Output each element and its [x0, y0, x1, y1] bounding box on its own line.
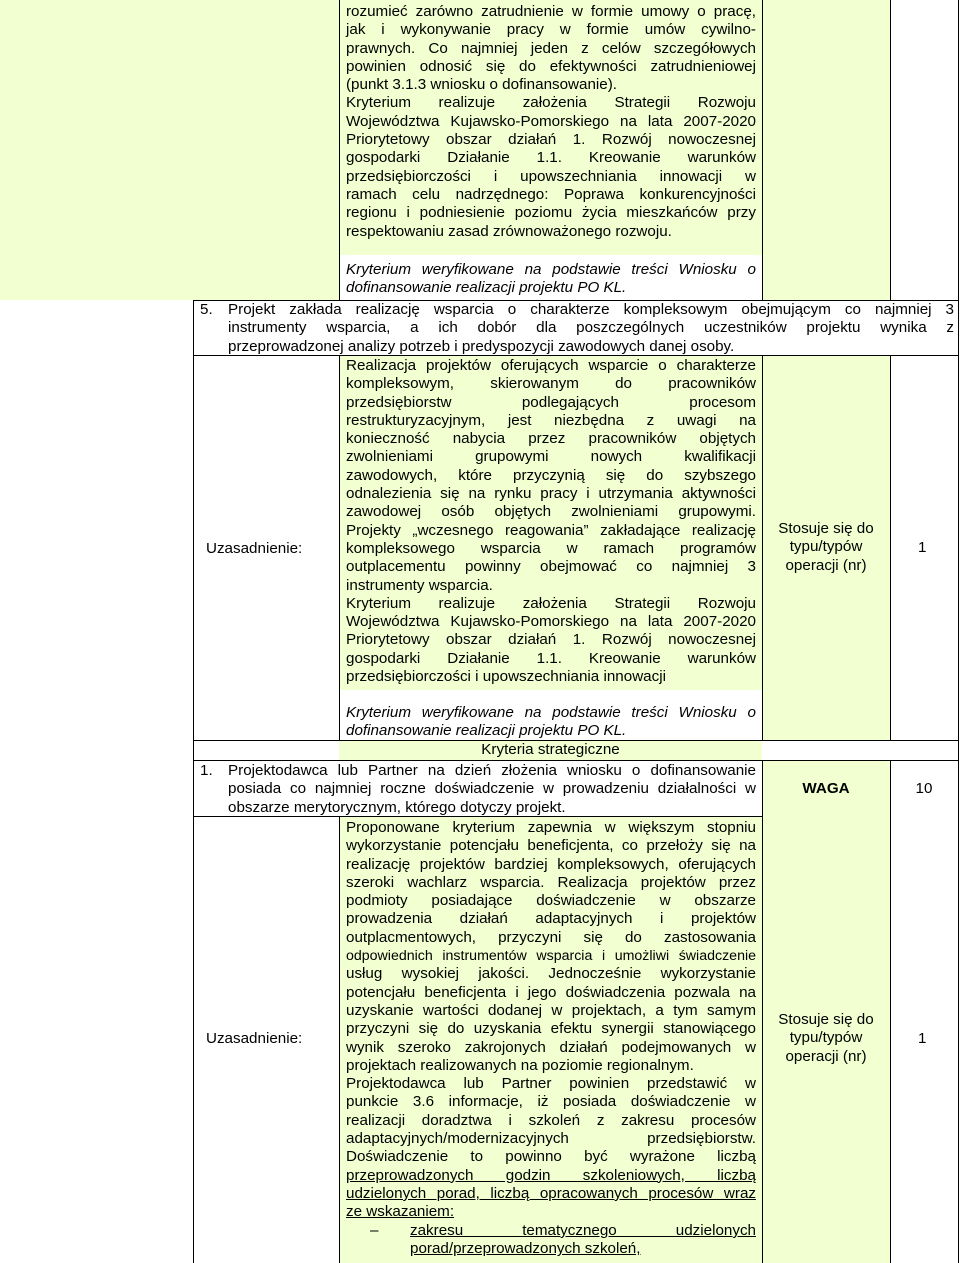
weight-value: 10	[915, 780, 933, 797]
criterion-5-verification-note: Kryterium weryfikowane na podstawie treści Wniosku o dofinansowanie realizacji projektu PO KL.	[346, 704, 756, 740]
strategic-criterion-1-title: Projektodawca lub Partner na dzień złożenia wniosku o dofinansowanie posiada co najmniej roczne doświadczenie w prowadzeniu działalności w obszarze merytorycznym, którego dotyczy projekt.	[228, 762, 756, 816]
criterion-5-justification-text: Realizacja projektów oferujących wsparcie o charakterze kompleksowym, skierowanym do pracowników przedsiębiorstw podlegających procesom restrukturyzacyjnym, jest niezbędna z uwagi na konieczność nabycia przez pracowników objętych zwolnieniami grupowymi nowych kwalifikacji zawodowych, które przyczynią się do szybszego odnalezienia się na rynku pracy i utrzymania aktywności zawodowej osób objętych zwolnieniami grupowymi. Projekty „wczesnego reagowania” zakładające realizację kompleksowego wsparcia w ramach programów outplacementu powinny obejmować co najmniej 3 instrumenty wsparcia. Kryterium realizuje założenia Strategii Rozwoju Województwa Kujawsko-Pomorskiego na lata 2007-2020 Priorytetowy obszar działań 1. Rozwój nowoczesnej gospodarki Działanie 1.1. Kreowanie warunków przedsiębiorczości i upowszechniania innowacji	[346, 357, 756, 686]
criterion-4-justification-tail: rozumieć zarówno zatrudnienie w formie umowy o pracę, jak i wykonywanie pracy w formie umów cywilno- prawnych. Co najmniej jeden z celów szczegółowych powinien odnosić się do efektywności zatrudnieniowej (punkt 3.1.3 wniosku o dofinansowanie). Kryterium realizuje założenia Strategii Rozwoju Województwa Kujawsko-Pomorskiego na lata 2007-2020 Priorytetowy obszar działań 1. Rozwój nowoczesnej gospodarki Działanie 1.1. Kreowanie warunków przedsiębiorczości i upowszechniania innowacji w ramach celu nadrzędnego: Poprawa konkurencyjności regionu i podniesienie poziomu życia mieszkańców przy respektowaniu zasad zrównoważonego rozwoju.	[346, 3, 756, 240]
strategic-criterion-1-justification-label: Uzasadnienie:	[206, 1030, 303, 1047]
criterion-5-applies-value: 1	[918, 539, 927, 556]
applies-column-shade-top	[762, 0, 890, 300]
bullet-text: zakresu tematycznego udzielonych porad/przeprowadzonych szkoleń,	[410, 1222, 756, 1258]
strategic-criterion-1-applies-to: Stosuje się do typu/typów operacji (nr)	[778, 1011, 874, 1065]
criterion-5-justification-label: Uzasadnienie:	[206, 540, 303, 557]
criterion-4-verification-note: Kryterium weryfikowane na podstawie treści Wniosku o dofinansowanie realizacji projektu PO KL.	[346, 261, 756, 297]
strategic-criterion-1-applies-value: 1	[918, 1030, 927, 1047]
criterion-5-number: 5.	[200, 301, 213, 318]
strategic-criteria-heading: Kryteria strategiczne	[481, 741, 620, 758]
left-column-shade	[0, 0, 339, 300]
bullet-dash: –	[370, 1222, 379, 1239]
weight-label: WAGA	[802, 780, 850, 797]
strategic-criterion-1-justification-text: Proponowane kryterium zapewnia w większym stopniu wykorzystanie potencjału beneficjenta, co przełoży się na realizację projektów bardziej kompleksowych, oferujących szeroki wachlarz wsparcia. Realizacja projektów przez podmioty posiadające doświadczenie w obszarze prowadzenia działań adaptacyjnych i projektów outplacmentowych, przyczyni się do zastosowania odpowiednich instrumentów wsparcia i umożliwi świadczenie usług wysokiej jakości. Jednocześnie wykorzystanie potencjału beneficjenta i jego doświadczenia pozwala na uzyskanie wartości dodanej w projektach, a tym samym przyczyni się do uzyskania efektu synergii stanowiącego wynik szeroko zakrojonych działań podejmowanych w projektach realizowanych na poziomie regionalnym. Projektodawca lub Partner powinien przedstawić w punkcie 3.6 informacje, iż posiada doświadczenie w realizacji doradztwa i szkoleń z zakresu procesów adaptacyjnych/modernizacyjnych przedsiębiorstw. Doświadczenie to powinno być wyrażone liczbą przeprowadzonych godzin szkoleniowych, liczbą udzielonych porad, liczbą opracowanych procesów wraz ze wskazaniem:	[346, 819, 756, 1221]
criterion-5-applies-to: Stosuje się do typu/typów operacji (nr)	[778, 520, 874, 574]
criterion-5-title: Projekt zakłada realizację wsparcia o charakterze kompleksowym obejmującym co najmniej 3 instrumenty wsparcia, a ich dobór dla poszczególnych uczestników projektu wynika z przeprowadzonej analizy potrzeb i predyspozycji zawodowych danej osoby.	[228, 301, 954, 355]
strategic-criterion-1-number: 1.	[200, 762, 213, 779]
